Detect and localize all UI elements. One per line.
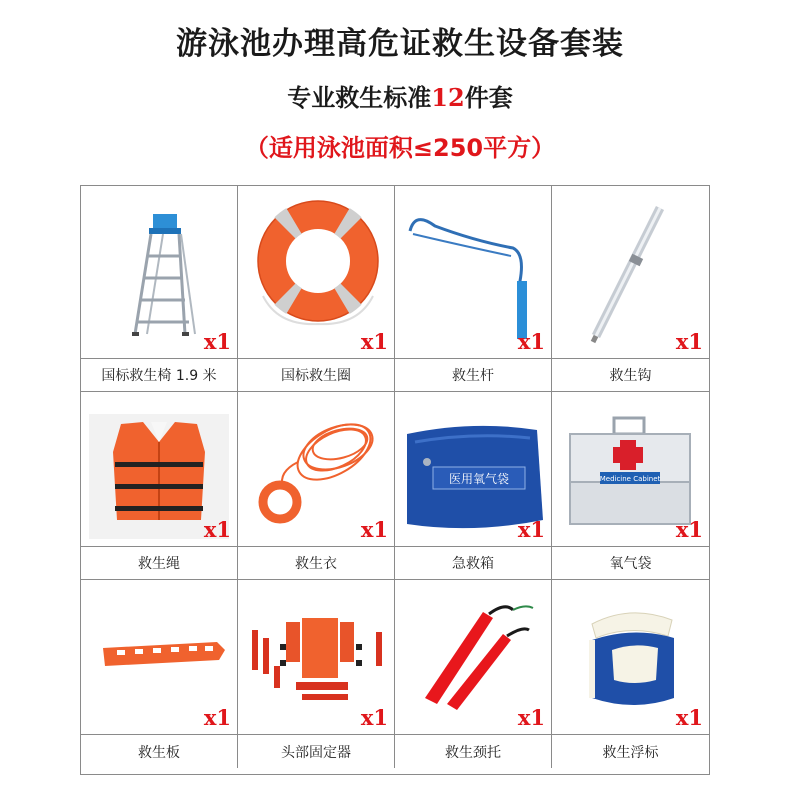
- item-cell-7: [395, 392, 552, 547]
- quantity-label: x1: [360, 517, 388, 542]
- page-title: 游泳池办理高危证救生设备套装: [176, 26, 624, 62]
- pool-area-note: （适用泳池面积≤250平方）: [244, 134, 556, 162]
- item-cell-12: [552, 580, 709, 735]
- item-cell-9: [81, 580, 238, 735]
- item-label-5: 救生绳: [81, 547, 238, 580]
- quantity-label: x1: [203, 705, 231, 730]
- item-label-4: 救生钩: [552, 359, 709, 392]
- item-label-10: 头部固定器: [238, 735, 395, 768]
- quantity-label: x1: [360, 329, 388, 354]
- item-cell-1: [81, 186, 238, 359]
- item-cell-2: [238, 186, 395, 359]
- item-cell-10: [238, 580, 395, 735]
- item-label-11: 救生颈托: [395, 735, 552, 768]
- page-subtitle: [0, 78, 800, 113]
- quantity-label: x1: [517, 329, 545, 354]
- quantity-label: x1: [360, 705, 388, 730]
- subtitle-count: 12: [431, 83, 465, 112]
- equipment-grid: [80, 185, 710, 775]
- kit-label: Medicine Cabinet: [599, 475, 661, 483]
- oxygen-bag-label: 医用氧气袋: [448, 472, 510, 486]
- item-label-1: 国标救生椅 1.9 米: [81, 359, 238, 392]
- quantity-label: x1: [517, 517, 545, 542]
- item-cell-4: [552, 186, 709, 359]
- item-cell-8: [552, 392, 709, 547]
- item-cell-6: [238, 392, 395, 547]
- item-label-6: 救生衣: [238, 547, 395, 580]
- item-label-9: 救生板: [81, 735, 238, 768]
- quantity-label: x1: [203, 329, 231, 354]
- quantity-label: x1: [517, 705, 545, 730]
- item-label-3: 救生杆: [395, 359, 552, 392]
- subtitle-suffix: 件套: [464, 84, 513, 112]
- quantity-label: x1: [675, 329, 703, 354]
- item-label-8: 氧气袋: [552, 547, 709, 580]
- quantity-label: x1: [203, 517, 231, 542]
- item-label-12: 救生浮标: [602, 744, 659, 761]
- quantity-label: x1: [675, 517, 703, 542]
- item-label-2: 国标救生圈: [238, 359, 395, 392]
- item-cell-11: [395, 580, 552, 735]
- subtitle-prefix: 专业救生标准: [287, 84, 432, 112]
- quantity-label: x1: [675, 705, 703, 730]
- item-cell-5: [81, 392, 238, 547]
- item-label-7: 急救箱: [395, 547, 552, 580]
- item-cell-3: [395, 186, 552, 359]
